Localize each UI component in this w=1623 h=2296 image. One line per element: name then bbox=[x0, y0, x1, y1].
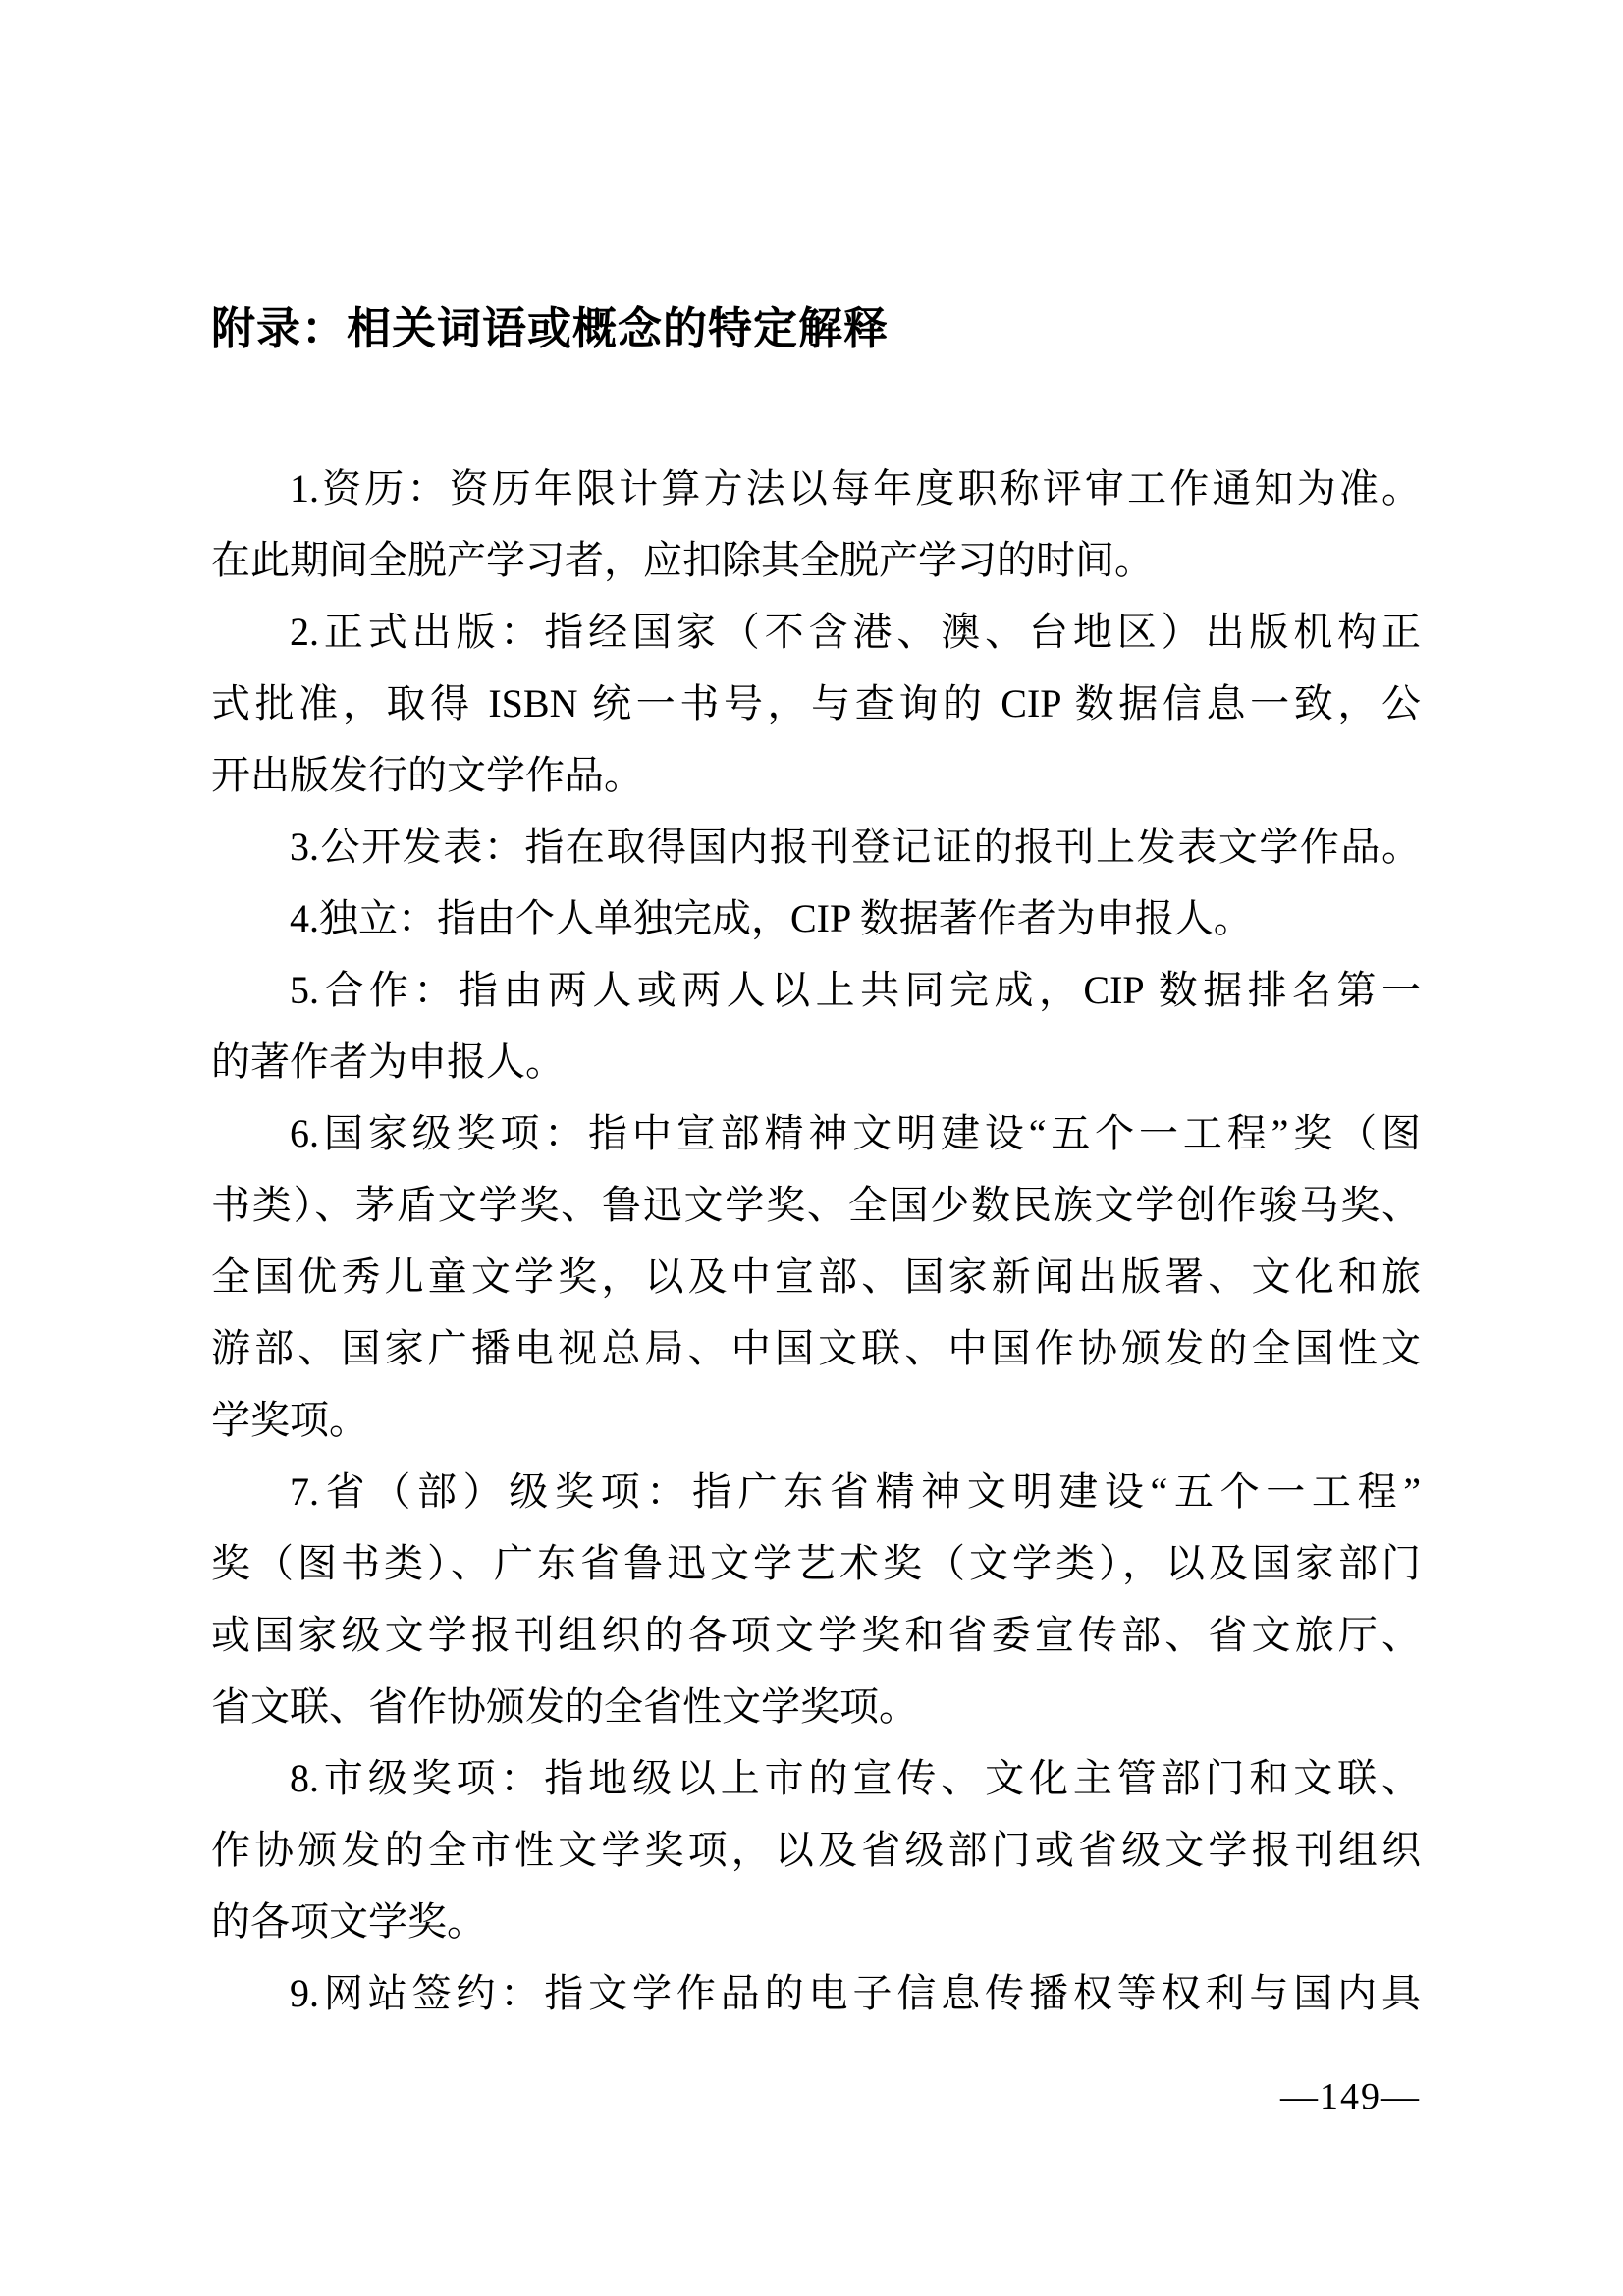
paragraph bbox=[211, 453, 1421, 596]
text-line: 书类）、茅盾文学奖、鲁迅文学奖、全国少数民族文学创作骏马奖、 bbox=[211, 1183, 1421, 1227]
paragraph bbox=[211, 1957, 1421, 2029]
paragraph bbox=[211, 954, 1421, 1097]
paragraph bbox=[211, 811, 1421, 882]
text-line: 的各项文学奖。 bbox=[211, 1899, 486, 1944]
paragraph bbox=[211, 596, 1421, 811]
text-line: 的著作者为申报人。 bbox=[211, 1040, 565, 1084]
text-line: 9.网站签约：指文学作品的电子信息传播权等权利与国内具 bbox=[290, 1971, 1421, 2015]
text-line: 8.市级奖项：指地级以上市的宣传、文化主管部门和文联、 bbox=[290, 1756, 1421, 1800]
text-line: 学奖项。 bbox=[211, 1398, 368, 1442]
text-line: 1.资历：资历年限计算方法以每年度职称评审工作通知为准。 bbox=[290, 466, 1421, 510]
text-line: 6.国家级奖项：指中宣部精神文明建设“五个一工程”奖（图 bbox=[290, 1111, 1421, 1155]
text-line: 开出版发行的文学作品。 bbox=[211, 753, 643, 797]
text-line: 游部、国家广播电视总局、中国文联、中国作协颁发的全国性文 bbox=[211, 1326, 1421, 1370]
paragraph bbox=[211, 882, 1421, 954]
paragraph bbox=[211, 1456, 1421, 1742]
text-line: 作协颁发的全市性文学奖项，以及省级部门或省级文学报刊组织 bbox=[211, 1828, 1421, 1872]
text-line: 在此期间全脱产学习者，应扣除其全脱产学习的时间。 bbox=[211, 538, 1154, 582]
page-number: —149— bbox=[1280, 2076, 1421, 2117]
text-line: 奖（图书类）、广东省鲁迅文学艺术奖（文学类），以及国家部门 bbox=[211, 1541, 1421, 1585]
text-line: 省文联、省作协颁发的全省性文学奖项。 bbox=[211, 1684, 918, 1729]
text-line: 7.省（部）级奖项：指广东省精神文明建设“五个一工程” bbox=[290, 1469, 1421, 1514]
text-line: 4.独立：指由个人单独完成，CIP 数据著作者为申报人。 bbox=[290, 896, 1253, 940]
paragraph bbox=[211, 1097, 1421, 1456]
text-line: 或国家级文学报刊组织的各项文学奖和省委宣传部、省文旅厅、 bbox=[211, 1613, 1421, 1657]
text-line: 2.正式出版：指经国家（不含港、澳、台地区）出版机构正 bbox=[290, 610, 1421, 654]
text-line: 5.合作：指由两人或两人以上共同完成，CIP 数据排名第一 bbox=[290, 968, 1421, 1012]
text-line: 3.公开发表：指在取得国内报刊登记证的报刊上发表文学作品。 bbox=[290, 825, 1421, 869]
document-body bbox=[211, 453, 1421, 2029]
paragraph bbox=[211, 1742, 1421, 1957]
text-line: 式批准，取得 ISBN 统一书号，与查询的 CIP 数据信息一致，公 bbox=[211, 681, 1421, 725]
text-line: 全国优秀儿童文学奖，以及中宣部、国家新闻出版署、文化和旅 bbox=[211, 1255, 1421, 1299]
page-title: 附录：相关词语或概念的特定解释 bbox=[211, 303, 890, 353]
